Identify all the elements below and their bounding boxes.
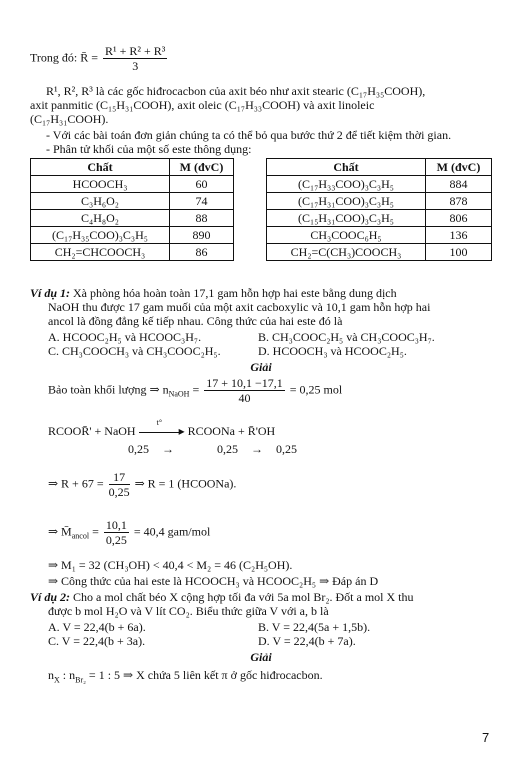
- mass-fraction: [204, 376, 285, 405]
- table-cell: (C₁₅H₃₁COO)₃C₃H₅: [267, 210, 426, 227]
- example-2-label: Ví dụ 2:: [30, 590, 71, 604]
- note-2: - Phân tử khối của một số este thông dụng:: [46, 142, 252, 156]
- formula-fraction: [103, 44, 167, 73]
- ratio-rest: = 1 : 5 ⇒ X chứa 5 liên kết π ở gốc hiđrocacbon.: [85, 668, 323, 682]
- example-2-line2: được b mol H₂O và V lít CO₂. Biểu thức giữa V với a, b là: [48, 604, 329, 618]
- fraction-denominator: 40: [238, 391, 251, 405]
- r-prefix: ⇒ R + 67 =: [48, 476, 104, 491]
- table-row: [31, 176, 234, 193]
- table-cell: 88: [170, 210, 234, 227]
- equals: =: [89, 524, 99, 539]
- fraction-denominator: 0,25: [105, 533, 127, 547]
- table-row: [31, 193, 234, 210]
- arrow: →: [162, 442, 174, 456]
- table-row: [267, 193, 492, 210]
- mole-ratio-line: [128, 442, 297, 456]
- subscript: X: [54, 675, 60, 685]
- n-symbol: n: [48, 668, 54, 682]
- mole-value: 0,25: [276, 442, 297, 456]
- fraction-numerator: 17 + 10,1 −17,1: [206, 376, 283, 390]
- reaction-equation: [48, 418, 276, 438]
- table-cell: 884: [426, 176, 492, 193]
- formula-intro: Trong đó: R̄ =: [30, 50, 99, 65]
- conclusion: ⇒ Công thức của hai este là HCOOCH₃ và HCOOC₂H₅ ⇒ Đáp án D: [48, 574, 379, 588]
- example-2-line1: [30, 590, 414, 604]
- arrow-label: t°: [156, 418, 163, 427]
- page-number: 7: [482, 730, 490, 745]
- para1-line1: R¹, R², R³ là các gốc hiđrocacbon của axit béo như axit stearic (C₁₇H₃₅COOH),: [46, 84, 426, 98]
- r-result: ⇒ R = 1 (HCOONa).: [134, 476, 237, 491]
- example-1-line1: [30, 286, 397, 300]
- table-cell: 878: [426, 193, 492, 210]
- table-cell: 100: [426, 244, 492, 261]
- arrow: →: [251, 442, 263, 456]
- mass-conservation-prefix: Bảo toàn khối lượng ⇒ n: [48, 382, 169, 397]
- column-header: Chất: [31, 159, 170, 176]
- r-calculation: [48, 470, 236, 499]
- mole-value: 0,25: [217, 442, 238, 456]
- option-d: D. V = 22,4(b + 7a).: [258, 634, 356, 648]
- ratio-line: [48, 668, 323, 687]
- subscript: ancol: [71, 531, 90, 541]
- table-cell: CH₂=CHCOOCH₃: [31, 244, 170, 261]
- reaction-arrow: t° ▸: [139, 424, 185, 438]
- column-header: Chất: [267, 159, 426, 176]
- reaction-left: RCOOR̄' + NaOH: [48, 424, 136, 438]
- example-2-text: Cho a mol chất béo X cộng hợp tối đa với 5a mol Br₂. Đốt a mol X thu: [70, 590, 414, 604]
- example-1-label: Ví dụ 1:: [30, 286, 71, 300]
- table-row: [267, 227, 492, 244]
- m-result: = 40,4 gam/mol: [133, 524, 211, 539]
- table-row: [31, 227, 234, 244]
- table-cell: (C₁₇H₃₅COO)₃C₃H₅: [31, 227, 170, 244]
- fraction-numerator: 17: [109, 470, 130, 485]
- ester-table-left: [30, 158, 234, 261]
- example-1-line3: ancol là đồng đẳng kế tiếp nhau. Công thức của hai este đó là: [48, 314, 343, 328]
- subscript: Br₂: [75, 675, 86, 685]
- option-d: D. HCOOCH₃ và HCOOC₂H₅.: [258, 344, 407, 358]
- table-cell: C₃H₆O₂: [31, 193, 170, 210]
- fraction-numerator: 10,1: [105, 518, 127, 532]
- mole-value: 0,25: [128, 442, 149, 456]
- column-header: M (đvC): [426, 159, 492, 176]
- table-row: [267, 244, 492, 261]
- table-cell: HCOOCH₃: [31, 176, 170, 193]
- column-header: M (đvC): [170, 159, 234, 176]
- example-1-line2: NaOH thu được 17 gam muối của một axit cacboxylic và 10,1 gam hỗn hợp hai: [48, 300, 431, 314]
- table-cell: 60: [170, 176, 234, 193]
- table-row: [267, 210, 492, 227]
- option-b: B. CH₃COOC₂H₅ và CH₃COOC₃H₇.: [258, 330, 435, 344]
- table-row: [31, 244, 234, 261]
- solution-heading: Giải: [250, 360, 272, 374]
- m1-line: ⇒ M₁ = 32 (CH₃OH) < 40,4 < M₂ = 46 (C₂H₅OH).: [48, 558, 293, 572]
- formula-rbar: [30, 44, 169, 73]
- mass-result: = 0,25 mol: [289, 382, 343, 397]
- table-header-row: [267, 159, 492, 176]
- ratio-mid: : n: [59, 668, 76, 682]
- table-row: [267, 176, 492, 193]
- example-1-text: Xà phòng hóa hoàn toàn 17,1 gam hỗn hợp hai este bằng dung dịch: [70, 286, 397, 300]
- note-1: - Với các bài toán đơn giản chúng ta có thể bỏ qua bước thứ 2 để tiết kiệm thời gian.: [46, 128, 452, 142]
- fraction-denominator: 0,25: [108, 485, 130, 499]
- reaction-right: RCOONa + R̄'OH: [187, 424, 276, 438]
- mass-conservation: [48, 376, 342, 405]
- table-cell: (C₁₇H₃₃COO)₃C₃H₅: [267, 176, 426, 193]
- para1-line2: axit panmitic (C₁₅H₃₁COOH), axit oleic (C₁₇H₃₃COOH) và axit linoleic: [30, 98, 375, 112]
- m-prefix: ⇒ M̄: [48, 524, 72, 539]
- m-ancol-calculation: [48, 518, 210, 547]
- option-c: C. V = 22,4(b + 3a).: [48, 634, 146, 648]
- table-cell: 136: [426, 227, 492, 244]
- table-cell: 890: [170, 227, 234, 244]
- option-a: A. HCOOC₂H₅ và HCOOC₃H₇.: [48, 330, 202, 344]
- table-cell: CH₂=C(CH₃)COOCH₃: [267, 244, 426, 261]
- table-header-row: [31, 159, 234, 176]
- solution-heading: Giải: [250, 650, 272, 664]
- formula-denominator: 3: [132, 59, 139, 73]
- table-cell: 806: [426, 210, 492, 227]
- subscript: NaOH: [168, 389, 190, 399]
- table-row: [31, 210, 234, 227]
- ester-table-right: [266, 158, 492, 261]
- table-cell: 74: [170, 193, 234, 210]
- formula-numerator: R¹ + R² + R³: [105, 44, 166, 58]
- table-cell: 86: [170, 244, 234, 261]
- option-b: B. V = 22,4(5a + 1,5b).: [258, 620, 371, 634]
- equals: =: [189, 382, 203, 397]
- table-cell: C₄H₈O₂: [31, 210, 170, 227]
- r-fraction: [109, 470, 130, 499]
- table-cell: CH₃COOC₆H₅: [267, 227, 426, 244]
- m-fraction: [104, 518, 129, 547]
- option-c: C. CH₃COOCH₃ và CH₃COOC₂H₅.: [48, 344, 221, 358]
- para1-line3: (C₁₇H₃₁COOH).: [30, 112, 109, 126]
- option-a: A. V = 22,4(b + 6a).: [48, 620, 146, 634]
- table-cell: (C₁₇H₃₁COO)₃C₃H₅: [267, 193, 426, 210]
